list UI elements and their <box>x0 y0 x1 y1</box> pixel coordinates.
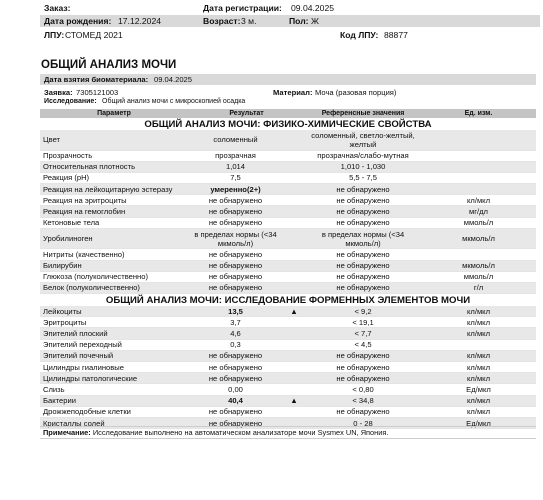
param-cell: Реакция на эритроциты <box>40 195 188 206</box>
result-cell: 40,4 <box>188 395 283 406</box>
reference-cell: не обнаружено <box>305 271 421 282</box>
lpu-label: ЛПУ: <box>44 30 65 40</box>
request-value: 7305121003 <box>76 88 119 97</box>
param-cell: Реакция на лейкоцитарную эстеразу <box>40 184 188 195</box>
result-cell: не обнаружено <box>188 282 283 293</box>
section-title <box>40 118 536 130</box>
note-text: Исследование выполнено на автоматическом анализаторе мочи Sysmex UN, Япония. <box>92 428 389 437</box>
sample-date-row <box>40 74 536 85</box>
unit-cell <box>421 339 536 350</box>
reg-date-label: Дата регистрации: <box>203 3 282 13</box>
reference-cell: соломенный, светло-желтый, желтый <box>305 130 421 150</box>
param-cell: Билирубин <box>40 260 188 271</box>
result-cell: 1,014 <box>188 161 283 172</box>
param-cell: Белок (полуколичественно) <box>40 282 188 293</box>
study-row <box>40 98 536 108</box>
header-row-2 <box>40 15 540 27</box>
result-cell: не обнаружено <box>188 206 283 217</box>
param-cell: Цилиндры патологические <box>40 373 188 384</box>
unit-cell <box>421 130 536 150</box>
reference-cell: < 34,8 <box>305 395 421 406</box>
flag-cell <box>283 350 305 361</box>
flag-cell <box>283 150 305 161</box>
reference-cell: не обнаружено <box>305 373 421 384</box>
table-row <box>40 395 536 406</box>
unit-cell: кл/мкл <box>421 395 536 406</box>
result-cell: не обнаружено <box>188 362 283 373</box>
reference-cell: не обнаружено <box>305 282 421 293</box>
reference-cell: не обнаружено <box>305 362 421 373</box>
request-row <box>40 88 536 98</box>
param-cell: Эритроциты <box>40 317 188 328</box>
unit-cell: мкмоль/л <box>421 260 536 271</box>
result-cell: 7,5 <box>188 172 283 183</box>
table-row <box>40 150 536 161</box>
result-cell: 4,6 <box>188 328 283 339</box>
flag-cell <box>283 406 305 417</box>
result-cell: 0,3 <box>188 339 283 350</box>
flag-cell <box>283 161 305 172</box>
flag-cell <box>283 373 305 384</box>
result-cell: не обнаружено <box>188 260 283 271</box>
reference-cell: 0 - 28 <box>305 417 421 428</box>
flag-cell <box>283 228 305 249</box>
reference-cell: не обнаружено <box>305 260 421 271</box>
section-title-text: ОБЩИЙ АНАЛИЗ МОЧИ: ИССЛЕДОВАНИЕ ФОРМЕННЫХ ЭЛЕМЕНТОВ МОЧИ <box>40 294 536 307</box>
unit-cell: кл/мкл <box>421 350 536 361</box>
table-row <box>40 373 536 384</box>
request-label: Заявка: <box>44 88 73 97</box>
reference-cell: не обнаружено <box>305 217 421 228</box>
reference-cell: 1,010 - 1,030 <box>305 161 421 172</box>
unit-cell: ммоль/л <box>421 217 536 228</box>
table-row <box>40 306 536 317</box>
section-title <box>40 294 536 307</box>
lpu-code-value: 88877 <box>384 30 408 40</box>
table-row <box>40 271 536 282</box>
flag-cell <box>283 328 305 339</box>
table-row <box>40 384 536 395</box>
result-cell: не обнаружено <box>188 249 283 260</box>
flag-cell <box>283 195 305 206</box>
section-title-text: ОБЩИЙ АНАЛИЗ МОЧИ: ФИЗИКО-ХИМИЧЕСКИЕ СВОЙСТВА <box>40 118 536 130</box>
table-row <box>40 217 536 228</box>
sex-label: Пол: <box>289 16 309 26</box>
header-row-1 <box>40 3 540 15</box>
unit-cell <box>421 150 536 161</box>
reference-cell: в пределах нормы (<34 мкмоль/л) <box>305 228 421 249</box>
material-value: Моча (разовая порция) <box>315 88 397 97</box>
result-cell: не обнаружено <box>188 217 283 228</box>
document-title: ОБЩИЙ АНАЛИЗ МОЧИ <box>41 59 177 71</box>
result-cell: прозрачная <box>188 150 283 161</box>
lpu-value: СТОМЕД 2021 <box>65 30 123 40</box>
param-cell: Лейкоциты <box>40 306 188 317</box>
order-label: Заказ: <box>44 3 71 13</box>
result-cell: не обнаружено <box>188 195 283 206</box>
param-cell: Дрожжеподобные клетки <box>40 406 188 417</box>
flag-cell: ▲ <box>283 395 305 406</box>
table-row <box>40 282 536 293</box>
lpu-code-label: Код ЛПУ: <box>340 30 379 40</box>
table-row <box>40 228 536 249</box>
param-cell: Бактерии <box>40 395 188 406</box>
sample-date-label: Дата взятия биоматериала: <box>44 75 149 84</box>
param-cell: Прозрачность <box>40 150 188 161</box>
result-cell: не обнаружено <box>188 417 283 428</box>
col-header-ref: Референсные значения <box>305 109 421 118</box>
result-cell: 0,00 <box>188 384 283 395</box>
table-row <box>40 184 536 195</box>
unit-cell: Ед/мкл <box>421 417 536 428</box>
reg-date-value: 09.04.2025 <box>291 3 335 13</box>
material-label: Материал: <box>273 88 313 97</box>
result-cell: 3,7 <box>188 317 283 328</box>
unit-cell: кл/мкл <box>421 306 536 317</box>
param-cell: Кетоновые тела <box>40 217 188 228</box>
note-label: Примечание: <box>43 428 91 437</box>
column-header-row <box>40 109 536 118</box>
param-cell: Реакция (pH) <box>40 172 188 183</box>
unit-cell: г/л <box>421 282 536 293</box>
param-cell: Кристаллы солей <box>40 417 188 428</box>
table-row <box>40 249 536 260</box>
reference-cell: < 7,7 <box>305 328 421 339</box>
reference-cell: < 4,5 <box>305 339 421 350</box>
unit-cell <box>421 172 536 183</box>
results-table-body <box>40 109 536 429</box>
table-row <box>40 317 536 328</box>
note <box>40 426 536 439</box>
param-cell: Реакция на гемоглобин <box>40 206 188 217</box>
unit-cell: кл/мкл <box>421 406 536 417</box>
birth-label: Дата рождения: <box>44 16 112 26</box>
param-cell: Глюкоза (полуколичественно) <box>40 271 188 282</box>
sample-date-value: 09.04.2025 <box>154 75 193 84</box>
col-header-param: Параметр <box>40 109 188 118</box>
table-row <box>40 161 536 172</box>
flag-cell <box>283 362 305 373</box>
result-cell: 13,5 <box>188 306 283 317</box>
result-cell: соломенный <box>188 130 283 150</box>
unit-cell: кл/мкл <box>421 373 536 384</box>
result-cell: не обнаружено <box>188 373 283 384</box>
results-table <box>40 109 536 429</box>
table-row <box>40 362 536 373</box>
reference-cell: < 0,80 <box>305 384 421 395</box>
unit-cell: Ед/мкл <box>421 384 536 395</box>
reference-cell: не обнаружено <box>305 184 421 195</box>
reference-cell: не обнаружено <box>305 195 421 206</box>
result-cell: в пределах нормы (<34 мкмоль/л) <box>188 228 283 249</box>
param-cell: Цилиндры гиалиновые <box>40 362 188 373</box>
reference-cell: не обнаружено <box>305 406 421 417</box>
flag-cell <box>283 172 305 183</box>
table-row <box>40 130 536 150</box>
reference-cell: не обнаружено <box>305 350 421 361</box>
unit-cell: кл/мкл <box>421 362 536 373</box>
param-cell: Цвет <box>40 130 188 150</box>
study-label: Исследование: <box>44 98 97 105</box>
flag-cell <box>283 206 305 217</box>
age-value: 3 м. <box>241 16 257 26</box>
flag-cell <box>283 260 305 271</box>
reference-cell: не обнаружено <box>305 206 421 217</box>
reference-cell: 5,5 - 7,5 <box>305 172 421 183</box>
table-row <box>40 328 536 339</box>
sex-value: Ж <box>311 16 319 26</box>
table-row <box>40 406 536 417</box>
flag-cell <box>283 282 305 293</box>
unit-cell: мкмоль/л <box>421 228 536 249</box>
table-row <box>40 339 536 350</box>
param-cell: Слизь <box>40 384 188 395</box>
study-value: Общий анализ мочи с микроскопией осадка <box>102 98 246 105</box>
flag-cell <box>283 339 305 350</box>
table-row <box>40 195 536 206</box>
table-row <box>40 350 536 361</box>
flag-cell: ▲ <box>283 306 305 317</box>
unit-cell <box>421 161 536 172</box>
flag-cell <box>283 249 305 260</box>
unit-cell: кл/мкл <box>421 195 536 206</box>
age-label: Возраст: <box>203 16 241 26</box>
flag-cell <box>283 317 305 328</box>
param-cell: Эпителий почечный <box>40 350 188 361</box>
flag-cell <box>283 130 305 150</box>
table-row <box>40 206 536 217</box>
result-cell: не обнаружено <box>188 271 283 282</box>
reference-cell: прозрачная/слабо-мутная <box>305 150 421 161</box>
reference-cell: не обнаружено <box>305 249 421 260</box>
param-cell: Эпителий переходный <box>40 339 188 350</box>
result-cell: не обнаружено <box>188 350 283 361</box>
flag-cell <box>283 271 305 282</box>
unit-cell: ммоль/л <box>421 271 536 282</box>
unit-cell: кл/мкл <box>421 328 536 339</box>
flag-cell <box>283 384 305 395</box>
unit-cell <box>421 249 536 260</box>
table-row <box>40 172 536 183</box>
flag-cell <box>283 217 305 228</box>
col-header-result: Результат <box>188 109 305 118</box>
unit-cell <box>421 184 536 195</box>
param-cell: Нитриты (качественно) <box>40 249 188 260</box>
param-cell: Эпителий плоский <box>40 328 188 339</box>
result-cell: умеренно(2+) <box>188 184 283 195</box>
flag-cell <box>283 184 305 195</box>
unit-cell: кл/мкл <box>421 317 536 328</box>
result-cell: не обнаружено <box>188 406 283 417</box>
reference-cell: < 19,1 <box>305 317 421 328</box>
col-header-unit: Ед. изм. <box>421 109 536 118</box>
param-cell: Уробилиноген <box>40 228 188 249</box>
unit-cell: мг/дл <box>421 206 536 217</box>
reference-cell: < 9,2 <box>305 306 421 317</box>
table-row <box>40 260 536 271</box>
param-cell: Относительная плотность <box>40 161 188 172</box>
birth-value: 17.12.2024 <box>118 16 162 26</box>
header-row-3 <box>40 30 540 42</box>
